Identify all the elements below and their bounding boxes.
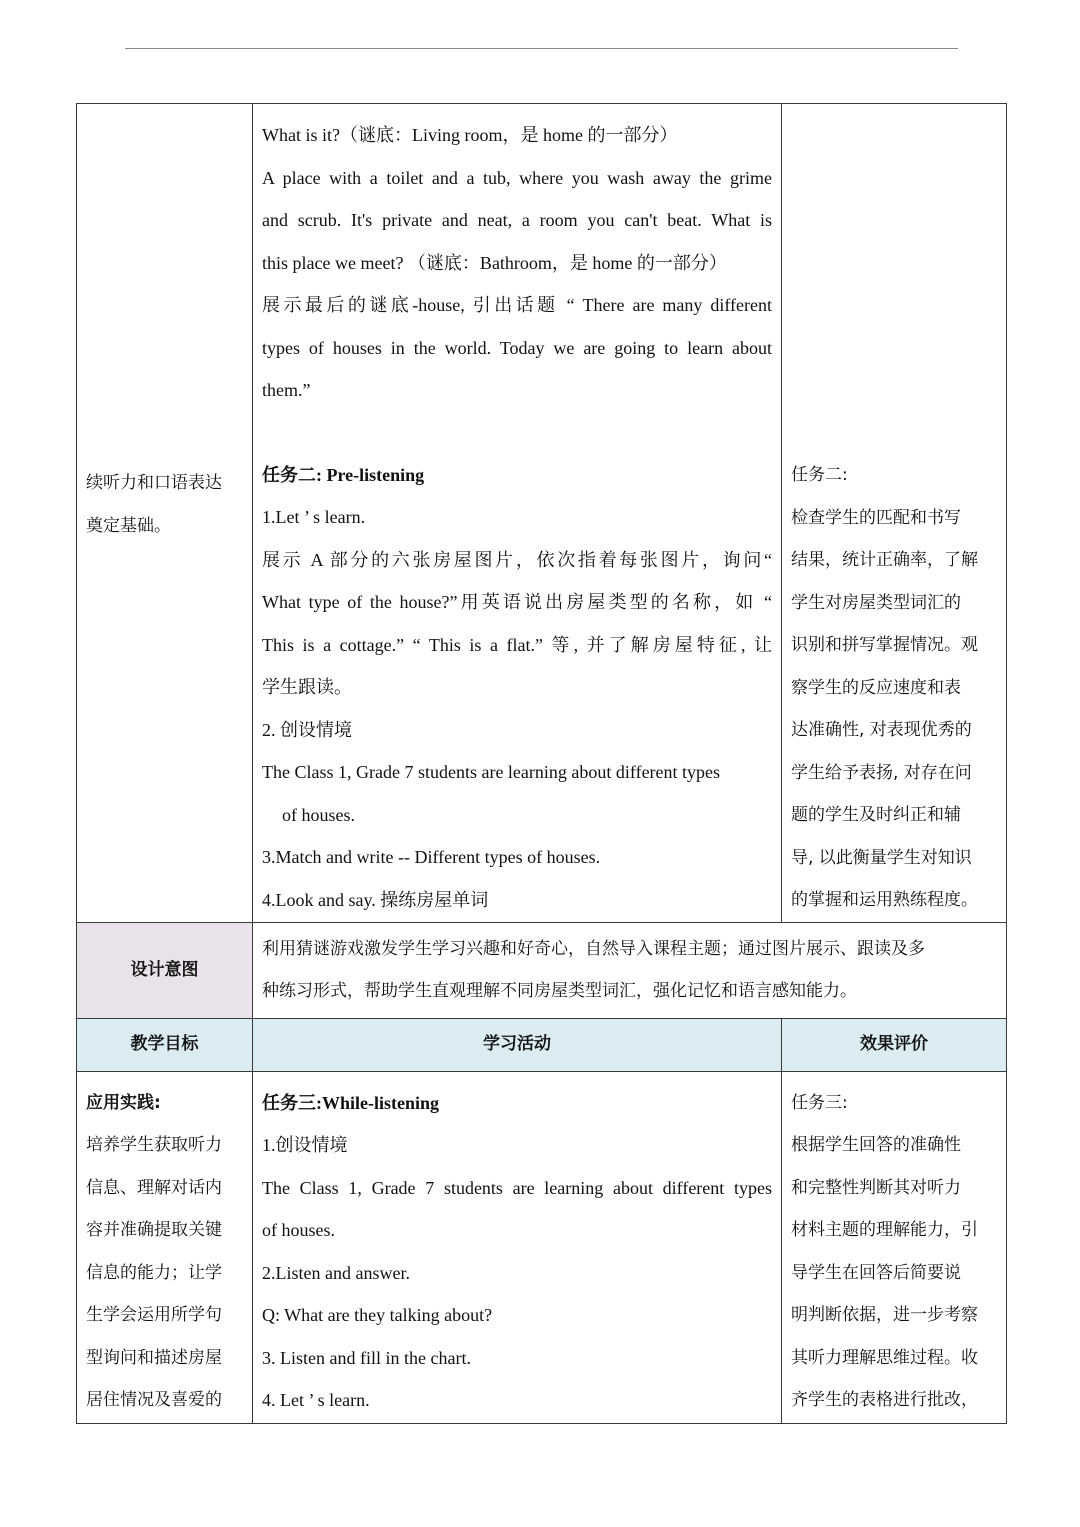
- table-header-row: [77, 1018, 1007, 1071]
- task2-line: 4.Look and say. 操练房屋单词: [262, 889, 489, 910]
- evaluation-line: 学生给予表扬, 对存在问: [791, 762, 972, 783]
- riddle-line: and scrub. It's private and neat, a room you can't beat. What is: [262, 210, 772, 230]
- evaluation-line: 和完整性判断其对听力: [791, 1177, 961, 1198]
- activity-cell: [253, 104, 782, 923]
- task2-title: 任务二: Pre-listening: [262, 464, 425, 485]
- task3-line: 2.Listen and answer.: [262, 1262, 410, 1283]
- evaluation-line: 其听力理解思维过程。收: [791, 1347, 978, 1368]
- design-intent-line: 利用猜谜游戏激发学生学习兴趣和好奇心，自然导入课程主题；通过图片展示、跟读及多: [262, 938, 925, 959]
- task3-line: 1.创设情境: [262, 1135, 348, 1155]
- design-intent-label: 设计意图: [77, 922, 253, 1018]
- evaluation-line: 根据学生回答的准确性: [791, 1135, 961, 1155]
- objective-line: 信息、理解对话内: [86, 1177, 222, 1198]
- design-intent-line: 种练习形式，帮助学生直观理解不同房屋类型词汇，强化记忆和语言感知能力。: [262, 981, 857, 1001]
- riddle-line: What is it?（谜底：Living room，是 home 的一部分）: [262, 125, 678, 145]
- task2-line: 3.Match and write -- Different types of houses.: [262, 847, 601, 867]
- table-row-practice: [77, 1071, 1007, 1423]
- objective-cell: [77, 104, 253, 923]
- evaluation-line: 齐学生的表格进行批改，: [791, 1390, 978, 1410]
- objective-line: 信息的能力；让学: [86, 1262, 222, 1283]
- header-objective: 教学目标: [77, 1018, 253, 1071]
- objective-line: 培养学生获取听力: [86, 1135, 222, 1155]
- evaluation-title: 任务三:: [791, 1092, 848, 1113]
- evaluation-line: 察学生的反应速度和表: [791, 677, 961, 698]
- task2-line: of houses.: [282, 804, 355, 825]
- task2-line: This is a cottage.” “ This is a flat.” 等, 并了解房屋特征, 让: [262, 634, 772, 655]
- evaluation-line: 结果，统计正确率，了解: [791, 550, 978, 570]
- evaluation-line: 题的学生及时纠正和辅: [791, 805, 961, 825]
- task2-line: 1.Let ’ s learn.: [262, 507, 366, 527]
- evaluation-cell: [782, 104, 1007, 923]
- evaluation-line: 的掌握和运用熟练程度。: [791, 890, 978, 910]
- objective-line: 型询问和描述房屋: [86, 1347, 222, 1368]
- evaluation-cell: [782, 1071, 1007, 1423]
- task3-line: of houses.: [262, 1220, 335, 1240]
- task3-line: 3. Listen and fill in the chart.: [262, 1347, 471, 1368]
- activity-cell: [253, 1071, 782, 1423]
- evaluation-line: 学生对房屋类型词汇的: [791, 592, 961, 613]
- evaluation-line: 导学生在回答后简要说: [791, 1262, 961, 1283]
- evaluation-line: 导, 以此衡量学生对知识: [791, 847, 972, 868]
- evaluation-title: 任务二:: [791, 465, 848, 485]
- task3-line: Q: What are they talking about?: [262, 1305, 493, 1325]
- task2-line: 2. 创设情境: [262, 719, 352, 740]
- evaluation-line: 明判断依据，进一步考察: [791, 1305, 978, 1325]
- evaluation-line: 识别和拼写掌握情况。观: [791, 635, 978, 655]
- lesson-plan-table: [76, 103, 1007, 1424]
- objective-cell: [77, 1071, 253, 1423]
- header-activity: 学习活动: [253, 1018, 782, 1071]
- objective-line: 生学会运用所学句: [86, 1305, 222, 1325]
- header-evaluation: 效果评价: [782, 1018, 1007, 1071]
- riddle-line: types of houses in the world. Today we are going to learn about: [262, 337, 772, 358]
- objective-line: 居住情况及喜爱的: [86, 1390, 222, 1410]
- objective-line: 续听力和口语表达: [86, 473, 222, 493]
- task2-line: 展示 A 部分的六张房屋图片，依次指着每张图片，询问“: [262, 549, 772, 570]
- task2-line: What type of the house?”用英语说出房屋类型的名称，如 “: [262, 592, 772, 612]
- objective-line: 容并准确提取关键: [86, 1220, 222, 1240]
- riddle-line: 展示最后的谜底-house, 引出话题 “ There are many different: [262, 295, 772, 315]
- task2-line: The Class 1, Grade 7 students are learning about different types: [262, 762, 721, 782]
- objective-line: 奠定基础。: [86, 515, 171, 536]
- task3-line: 4. Let ’ s learn.: [262, 1390, 370, 1410]
- objective-title: 应用实践:: [86, 1092, 161, 1113]
- riddle-line: this place we meet? （谜底：Bathroom，是 home 的一部分）: [262, 252, 727, 273]
- table-row-continuation: [77, 104, 1007, 923]
- evaluation-line: 达准确性, 对表现优秀的: [791, 720, 972, 740]
- design-intent-cell: [253, 922, 1007, 1018]
- riddle-line: A place with a toilet and a tub, where you wash away the grime: [262, 167, 772, 188]
- evaluation-line: 检查学生的匹配和书写: [791, 507, 961, 528]
- task3-line: The Class 1, Grade 7 students are learning about different types: [262, 1177, 772, 1198]
- task2-line: 学生跟读。: [262, 677, 352, 697]
- header-rule: [125, 48, 958, 49]
- riddle-line: them.”: [262, 380, 311, 400]
- evaluation-line: 材料主题的理解能力，引: [791, 1220, 978, 1240]
- table-row-design-intent: [77, 922, 1007, 1018]
- task3-title: 任务三:While-listening: [262, 1092, 440, 1113]
